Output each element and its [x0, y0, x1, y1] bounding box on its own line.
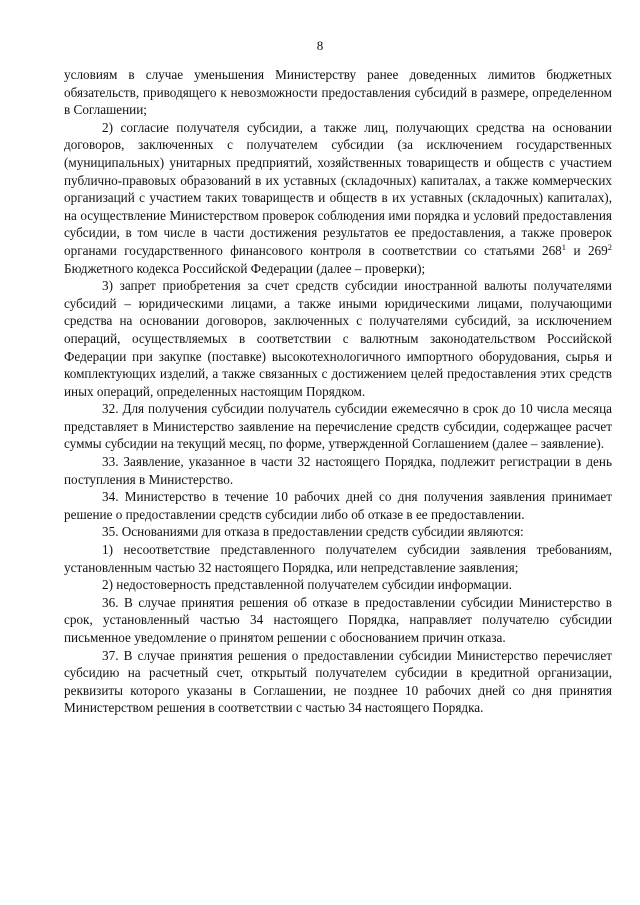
paragraph-33: 33. Заявление, указанное в части 32 настоящего Порядка, подлежит регистрации в день поступления в Министерство.	[64, 454, 612, 487]
paragraph-continuation: условиям в случае уменьшения Министерству ранее доведенных лимитов бюджетных обязательств, приводящего к невозможности предоставления субсидий в размере, определенном в Соглашении;	[64, 67, 612, 118]
paragraph-35-item-2: 2) недостоверность представленной получателем субсидии информации.	[102, 577, 512, 593]
paragraph-item-2-text-c: Бюджетного кодекса Российской Федерации (далее – проверки);	[64, 260, 426, 276]
paragraph-36: 36. В случае принятия решения об отказе в предоставлении субсидии Министерство в срок, установленный частью 34 настоящего Порядка, направляет получателю субсидии письменное уведомление о принятом решении с обоснованием причин отказа.	[64, 594, 612, 645]
paragraph-34: 34. Министерство в течение 10 рабочих дней со дня получения заявления принимает решение о предоставлении средств субсидии либо об отказе в ее предоставлении.	[64, 489, 612, 522]
paragraph-35-item-1: 1) несоответствие представленного получателем субсидии заявления требованиям, установленным частью 32 настоящего Порядка, или непредставление заявления;	[64, 542, 612, 575]
paragraph-item-3: 3) запрет приобретения за счет средств субсидии иностранной валюты получателями субсидий – юридическими лицами, а также иными юридическими лицами, получающими средства на основании договоров, заключенных с получателями субсидий, за исключением операций, осуществляемых в соответствии с валютным законодательством Российской Федерации при закупке (поставке) высокотехнологичного импортного оборудования, сырья и комплектующих изделий, а также связанных с достижением целей предоставления этих средств иных операций, определенных настоящим Порядком.	[64, 278, 612, 399]
page-number: 8	[316, 38, 324, 53]
paragraph-35: 35. Основаниями для отказа в предоставлении средств субсидии являются:	[102, 524, 524, 540]
superscript-1: 1	[561, 241, 567, 252]
paragraph-32: 32. Для получения субсидии получатель субсидии ежемесячно в срок до 10 числа месяца представляет в Министерство заявление на перечисление средств субсидии, содержащее расчет суммы субсидии на текущий месяц, по форме, утвержденной Соглашением (далее – заявление).	[64, 401, 612, 452]
paragraph-item-2-text-b: и 269	[566, 242, 608, 258]
paragraph-item-2	[64, 119, 612, 277]
superscript-2: 2	[607, 241, 612, 252]
paragraph-37: 37. В случае принятия решения о предоставлении субсидии Министерство перечисляет субсидию на расчетный счет, открытый получателем субсидии в кредитной организации, реквизиты которого указаны в Соглашении, не позднее 10 рабочих дней со дня принятия Министерством решения в соответствии с частью 34 настоящего Порядка.	[64, 647, 612, 716]
paragraph-item-2-text-a: 2) согласие получателя субсидии, а также лиц, получающих средства на основании договоров, заключенных с получателем субсидии (за исключением государственных (муниципальных) унитарных предприятий, хозяйственных товариществ и обществ с участием публично-правовых образований в их уставных (складочных) капиталах, а также коммерческих организаций с участием таких товариществ и обществ в их уставных (складочных) капиталах), на осуществление Министерством проверок соблюдения ими порядка и условий предоставления субсидии, в том числе в части достижения результатов ее предоставления, а также проверок органами государственного финансового контроля в соответствии со статьями 268	[64, 119, 612, 258]
document-body	[64, 66, 612, 717]
